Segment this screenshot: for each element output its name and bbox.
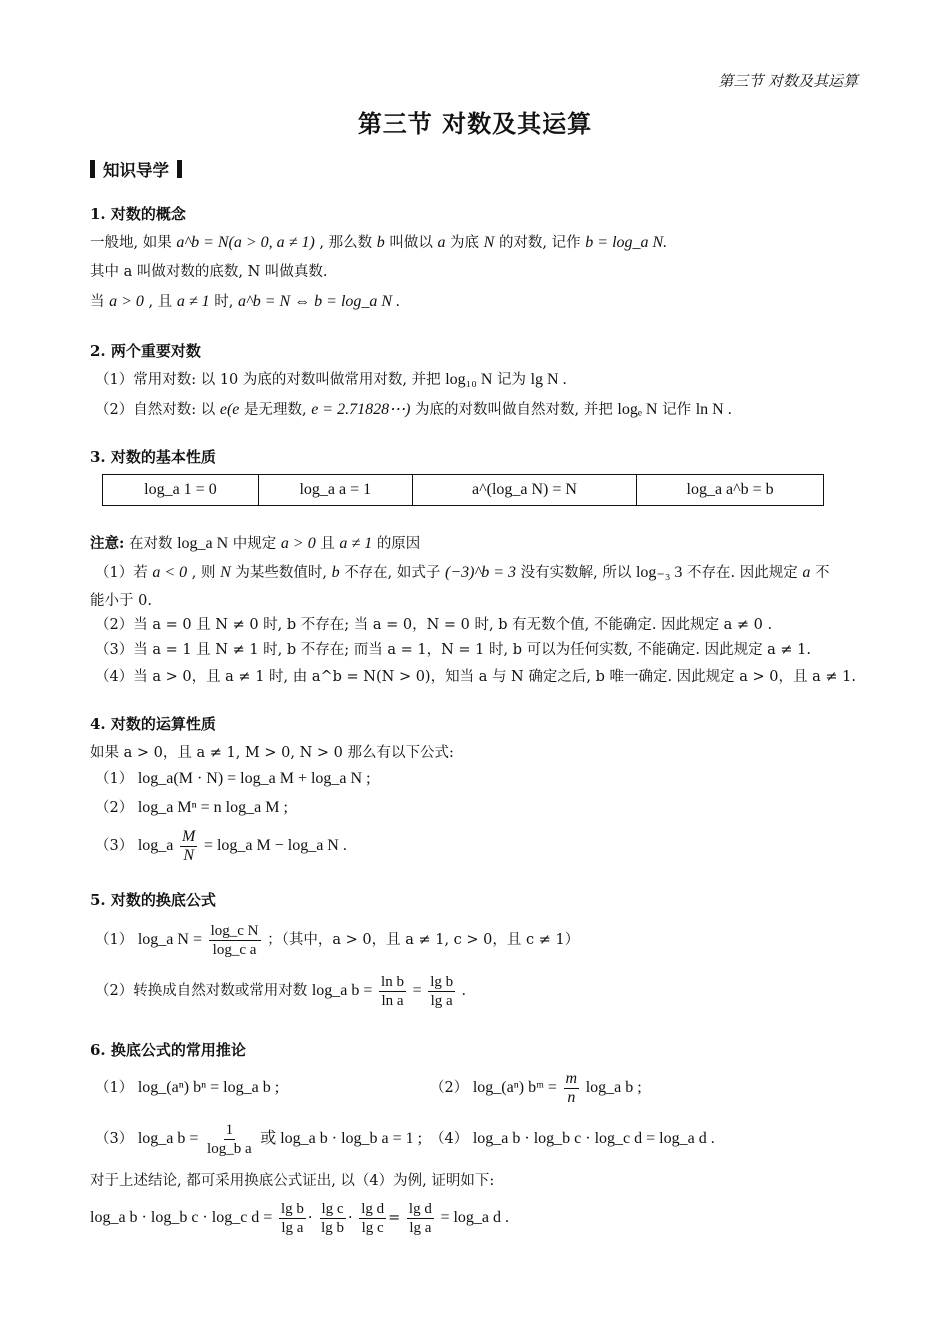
formula: = log_a M − log_a N .	[203, 837, 347, 854]
formula: logₑ N	[617, 401, 658, 418]
corollary-3	[95, 1119, 422, 1159]
label: （2）	[95, 800, 134, 816]
text: 时,	[214, 294, 234, 310]
left-bar-icon	[90, 160, 95, 178]
concept-line-1	[90, 233, 667, 253]
label: （1）	[95, 1080, 134, 1096]
guide-label: 知识导学	[103, 161, 169, 180]
formula: a > 0	[109, 293, 144, 310]
formula: e(e	[219, 401, 240, 418]
denominator: lg a	[430, 992, 453, 1009]
formula: log_a b =	[137, 1130, 199, 1147]
text: 当	[90, 294, 105, 310]
formula: a > 0	[280, 535, 316, 552]
formula: e = 2.71828⋯)	[311, 401, 411, 418]
formula: log_a(M · N) = log_a M + log_a N ;	[137, 770, 371, 787]
text: （2）自然对数: 以	[95, 402, 216, 418]
text: 记为	[496, 372, 526, 388]
var-b: b	[376, 234, 385, 251]
fraction	[209, 922, 261, 959]
table-cell: log_a a^b = b	[637, 475, 824, 506]
formula: a^b = N(a > 0, a ≠ 1)	[176, 234, 315, 251]
text: , 则	[191, 565, 216, 581]
proof-line: log_a b · log_b c · log_c d = $\frac{\text{lg b}}{\text{lg a}}$ · $\frac{\text{lg c}}{\text{lg b}}$ · $\frac{\text{lg d}}{\text{lg c}}$ = $\frac{\text{lg d}}{\text{lg a}}$ = log_a d .	[90, 1200, 510, 1236]
formula: log_a b ;	[585, 1079, 642, 1096]
operations-intro: 如果 a > 0，且 a ≠ 1, M > 0, N > 0 那么有以下公式:	[90, 745, 454, 761]
text: 不存在. 因此规定	[687, 565, 798, 581]
formula: log₁₀ N	[445, 371, 493, 388]
table-cell: log_a 1 = 0	[103, 475, 259, 506]
denominator: lg a	[281, 1219, 304, 1236]
operation-1	[95, 769, 371, 789]
var-a: a	[802, 564, 811, 581]
numerator: lg c	[321, 1200, 344, 1217]
numerator: M	[182, 827, 196, 845]
note-intro	[90, 534, 420, 554]
heading-concept: 1. 对数的概念	[90, 205, 186, 223]
running-header: 第三节 对数及其运算	[718, 72, 858, 90]
right-bar-icon	[177, 160, 182, 178]
table-cell: log_a a = 1	[258, 475, 412, 506]
period: .	[461, 982, 466, 999]
text: 为底	[450, 235, 480, 251]
concept-line-3	[90, 292, 400, 312]
section-guide	[90, 157, 182, 181]
denominator: log_b a	[207, 1140, 252, 1157]
note-1-cont: 能小于 0.	[90, 593, 152, 609]
text: 不存在, 如式子	[344, 565, 441, 581]
heading-corollaries: 6. 换底公式的常用推论	[90, 1041, 246, 1059]
note-4: （4）当 a > 0，且 a ≠ 1 时, 由 a^b = N(N > 0)，知当 a 与 N 确定之后, b 唯一确定. 因此规定 a > 0，且 a ≠ 1.	[95, 669, 856, 685]
change-of-base-2	[95, 971, 466, 1011]
var-b: b	[331, 564, 340, 581]
formula: log_a N	[177, 535, 229, 552]
text: 且	[320, 536, 335, 552]
label: （1）	[95, 932, 134, 948]
var-N: N	[483, 234, 495, 251]
operation-3	[95, 826, 347, 866]
label: （2）	[430, 1080, 469, 1096]
numerator: ln b	[381, 973, 404, 990]
text: 的对数, 记作	[498, 235, 581, 251]
denominator: ln a	[381, 992, 404, 1009]
common-log-line	[95, 370, 567, 390]
text: （1）若	[95, 565, 148, 581]
formula: = log_a d .	[440, 1209, 510, 1226]
fraction	[379, 973, 406, 1010]
text: 叫做以	[389, 235, 433, 251]
corollary-2	[430, 1068, 642, 1108]
text: 的原因	[376, 536, 421, 552]
text: ；（其中，a > 0，且 a ≠ 1, c > 0，且 c ≠ 1）	[267, 932, 580, 948]
numerator: m	[565, 1069, 578, 1087]
formula: log_a b =	[311, 982, 373, 999]
denominator: N	[183, 846, 194, 864]
formula: log₋₃ 3	[635, 564, 683, 581]
note-1	[95, 563, 829, 583]
denominator: lg a	[409, 1219, 432, 1236]
denominator: n	[567, 1088, 576, 1106]
text: 不	[814, 565, 830, 581]
proof-intro: 对于上述结论, 都可采用换底公式证出, 以（4）为例, 证明如下:	[90, 1173, 495, 1189]
formula: 或 log_a b · log_b a = 1 ;	[260, 1130, 423, 1147]
formula: b = log_a N.	[585, 234, 668, 251]
formula: a^b = N ⇔ b = log_a N .	[237, 293, 401, 310]
formula: lg N .	[530, 371, 567, 388]
corollary-4	[430, 1119, 715, 1159]
var-a: a	[437, 234, 446, 251]
numerator: lg b	[430, 973, 454, 990]
equals: =	[412, 982, 422, 999]
denominator: log_c a	[212, 941, 257, 958]
heading-important-logs: 2. 两个重要对数	[90, 342, 201, 360]
fraction	[359, 1200, 386, 1237]
formula: a ≠ 1	[339, 535, 373, 552]
text: 为底的对数叫做自然对数, 并把	[415, 402, 613, 418]
formula: log_a Mⁿ = n log_a M ;	[137, 799, 288, 816]
formula: log_a	[137, 837, 174, 854]
var-N: N	[220, 564, 231, 581]
text: , 那么数	[319, 235, 373, 251]
heading-change-of-base: 5. 对数的换底公式	[90, 891, 216, 909]
text: 是无理数,	[243, 402, 307, 418]
change-of-base-1	[95, 920, 579, 960]
denominator: lg c	[361, 1219, 384, 1236]
formula: log_a N =	[137, 931, 202, 948]
formula: log_(aⁿ) bⁿ = log_a b ;	[137, 1079, 280, 1096]
fraction	[428, 973, 455, 1010]
numerator: lg b	[280, 1200, 304, 1217]
formula: a ≠ 1	[176, 293, 210, 310]
properties-table	[102, 474, 824, 506]
formula: log_a b · log_b c · log_c d =	[90, 1209, 273, 1226]
formula: log_(aⁿ) bᵐ =	[472, 1079, 557, 1096]
numerator: 1	[225, 1121, 234, 1138]
fraction	[205, 1121, 254, 1158]
heading-basic-properties: 3. 对数的基本性质	[90, 448, 216, 466]
formula: a < 0	[152, 564, 188, 581]
table-cell: a^(log_a N) = N	[412, 475, 636, 506]
operation-2	[95, 798, 288, 818]
corollary-1	[95, 1068, 279, 1108]
fraction	[319, 1200, 346, 1237]
numerator: lg d	[408, 1200, 432, 1217]
text: 在对数	[128, 536, 173, 552]
fraction	[407, 1200, 434, 1237]
formula: log_a b · log_b c · log_c d = log_a d .	[472, 1130, 715, 1147]
formula: ln N .	[695, 401, 732, 418]
label: （3）	[95, 1131, 134, 1147]
fraction	[564, 1070, 580, 1107]
heading-operations: 4. 对数的运算性质	[90, 715, 216, 733]
page-title: 第三节 对数及其运算	[357, 109, 593, 138]
text: , 且	[148, 294, 173, 310]
text: 没有实数解, 所以	[520, 565, 632, 581]
text: 记作	[662, 402, 692, 418]
formula: (−3)^b = 3	[445, 564, 517, 581]
fraction	[180, 828, 197, 865]
numerator: log_c N	[210, 922, 259, 939]
text: （1）常用对数: 以 10 为底的对数叫做常用对数, 并把	[95, 372, 441, 388]
fraction	[279, 1200, 306, 1237]
text: 中规定	[232, 536, 277, 552]
text: 为某些数值时,	[235, 565, 327, 581]
label: （1）	[95, 771, 134, 787]
denominator: lg b	[321, 1219, 344, 1236]
table-row	[103, 475, 824, 506]
label: （4）	[430, 1131, 469, 1147]
note-label: 注意:	[90, 535, 125, 552]
concept-line-2: 其中 a 叫做对数的底数, N 叫做真数.	[90, 264, 328, 280]
text: （2）转换成自然对数或常用对数	[95, 983, 308, 999]
note-3: （3）当 a = 1 且 N ≠ 1 时, b 不存在; 而当 a = 1，N = 1 时, b 可以为任何实数, 不能确定. 因此规定 a ≠ 1.	[95, 642, 812, 658]
text: 一般地, 如果	[90, 235, 172, 251]
label: （3）	[95, 838, 134, 854]
numerator: lg d	[361, 1200, 385, 1217]
natural-log-line	[95, 400, 732, 420]
note-2: （2）当 a = 0 且 N ≠ 0 时, b 不存在; 当 a = 0，N = 0 时, b 有无数个值, 不能确定. 因此规定 a ≠ 0 .	[95, 617, 773, 633]
